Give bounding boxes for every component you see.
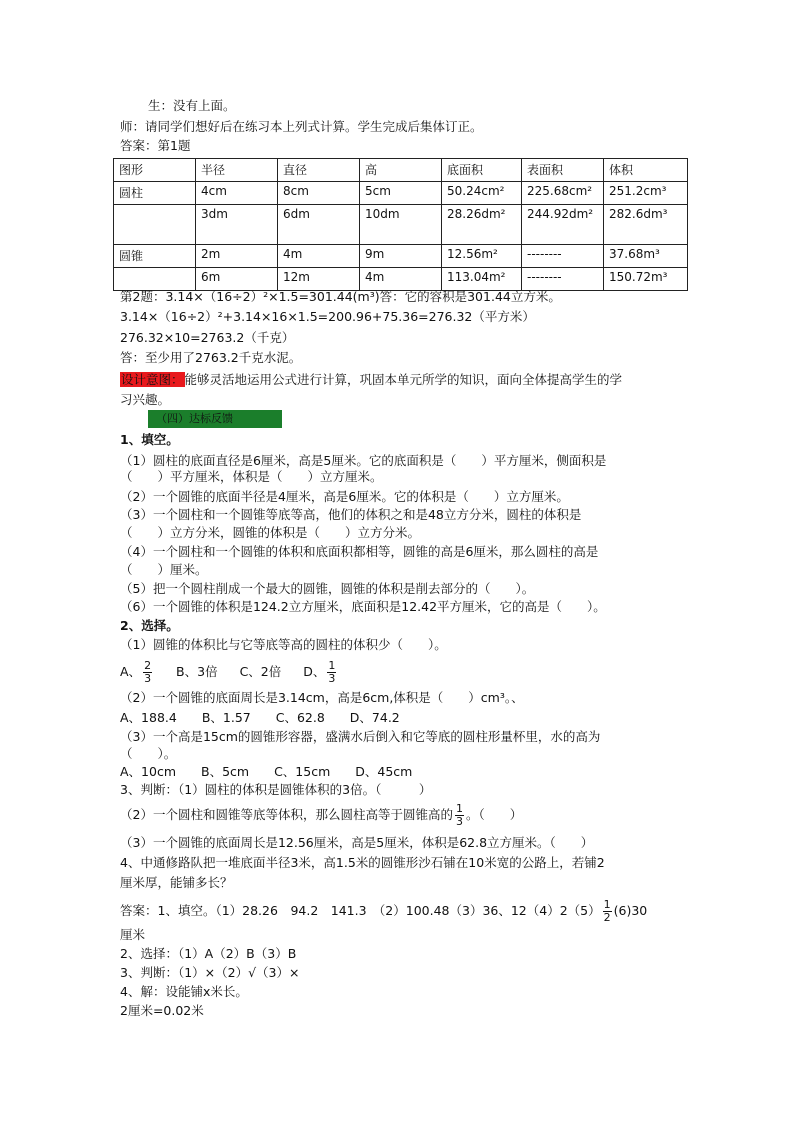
choice-q3-cont: （ ）。 — [120, 746, 177, 761]
table-header-cell: 体积 — [604, 159, 688, 182]
fill-q6: （6）一个圆锥的体积是124.2立方厘米，底面积是12.42平方厘米，它的高是（ ）。 — [120, 599, 606, 614]
table-header-cell: 高 — [360, 159, 442, 182]
word-problem: 4、中通修路队把一堆底面半径3米，高1.5米的圆锥形沙石铺在10米宽的公路上，若铺2 — [120, 855, 605, 870]
choice-title: 2、选择。 — [120, 618, 179, 633]
answer-heading: 答案：第1题 — [120, 138, 191, 153]
fill-q1: （1）圆柱的底面直径是6厘米，高是5厘米。它的底面积是（ ）平方厘米，侧面积是 — [120, 453, 607, 468]
table-cell: 2m — [196, 245, 278, 268]
table-cell: 28.26dm² — [442, 205, 522, 245]
table-cell: 6m — [196, 268, 278, 291]
choice-q2: （2）一个圆锥的底面周长是3.14cm，高是6cm,体积是（ ）cm³。、 — [120, 690, 524, 705]
table-cell: 10dm — [360, 205, 442, 245]
choice-q1-options — [120, 656, 338, 688]
answers-judge: 3、判断：（1）×（2）√（3）× — [120, 965, 300, 980]
table-cell: 50.24cm² — [442, 182, 522, 205]
fill-q4: （4）一个圆柱和一个圆锥的体积和底面积都相等，圆锥的高是6厘米，那么圆柱的高是 — [120, 544, 599, 559]
table-cell: 9m — [360, 245, 442, 268]
fraction: $\frac{1}{3}$ — [328, 659, 336, 685]
dialogue-student: 生：没有上面。 — [148, 98, 236, 113]
table-cell: 251.2cm³ — [604, 182, 688, 205]
design-intent — [120, 370, 622, 390]
design-intent-label: 设计意图： — [121, 372, 184, 387]
q2-solution-line: 第2题：3.14×（16÷2）²×1.5=301.44(m³)答：它的容积是301.44立方米。 — [120, 289, 561, 304]
table-cell: -------- — [522, 245, 604, 268]
judge-q3: （3）一个圆锥的底面周长是12.56厘米，高是5厘米，体积是62.8立方厘米。（ ） — [120, 835, 594, 850]
choice-q2-options: A、188.4 B、1.57 C、62.8 D、74.2 — [120, 710, 400, 725]
fill-q4-cont: （ ）厘米。 — [120, 562, 208, 577]
fill-q2: （2）一个圆锥的底面半径是4厘米，高是6厘米。它的体积是（ ）立方厘米。 — [120, 489, 569, 504]
section-title: （四）达标反馈 — [148, 410, 282, 428]
design-intent-cont: 习兴趣。 — [120, 392, 171, 407]
option-c: C、2倍 — [239, 664, 282, 679]
volume-table — [113, 158, 688, 291]
choice-q3: （3）一个高是15cm的圆锥形容器，盛满水后倒入和它等底的圆柱形量杯里，水的高为 — [120, 729, 601, 744]
choice-q3-options: A、10cm B、5cm C、15cm D、45cm — [120, 764, 413, 779]
table-header-cell: 半径 — [196, 159, 278, 182]
q2-solution-line: 3.14×（16÷2）²+3.14×16×1.5=200.96+75.36=276.32（平方米） — [120, 309, 535, 324]
option-a-label: A、 — [120, 664, 142, 679]
table-header-cell: 直径 — [278, 159, 360, 182]
table-cell: 282.6dm³ — [604, 205, 688, 245]
table-cell: 圆锥 — [114, 245, 196, 268]
q2-solution-line: 276.32×10=2763.2（千克） — [120, 330, 295, 345]
table-row — [114, 245, 688, 268]
answers-fill: 答案：1、填空。（1）28.26 94.2 141.3 （2）100.48（3）36、12（4）2（5） $\frac{1}{2}$ (6)30 — [120, 898, 648, 924]
choice-q1: （1）圆锥的体积比与它等底等高的圆柱的体积少（ ）。 — [120, 637, 447, 652]
judge-q1: 3、判断：（1）圆柱的体积是圆锥体积的3倍。（ ） — [120, 782, 432, 797]
table-cell: 4m — [360, 268, 442, 291]
table-header-cell: 图形 — [114, 159, 196, 182]
table-cell: 113.04m² — [442, 268, 522, 291]
table-row — [114, 205, 688, 245]
table-cell — [114, 205, 196, 245]
table-cell: 150.72m³ — [604, 268, 688, 291]
table-cell: 4cm — [196, 182, 278, 205]
table-cell: 圆柱 — [114, 182, 196, 205]
table-header-cell: 表面积 — [522, 159, 604, 182]
answers-solution: 4、解：设能铺x米长。 — [120, 984, 248, 999]
answers-choice: 2、选择：（1）A（2）B（3）B — [120, 946, 297, 961]
table-cell: 12.56m² — [442, 245, 522, 268]
fill-q3-cont: （ ）立方分米，圆锥的体积是（ ）立方分米。 — [120, 525, 421, 540]
fraction: $\frac{1}{3}$ — [455, 802, 463, 828]
table-header-row — [114, 159, 688, 182]
answers-conversion: 2厘米=0.02米 — [120, 1003, 204, 1018]
table-row — [114, 182, 688, 205]
table-cell: 3dm — [196, 205, 278, 245]
fill-q1-cont: （ ）平方厘米，体积是（ ）立方厘米。 — [120, 469, 383, 484]
word-problem-cont: 厘米厚，能铺多长？ — [120, 875, 233, 890]
design-intent-text: 能够灵活地运用公式进行计算，巩固本单元所学的知识，面向全体提高学生的学 — [184, 372, 623, 387]
answers-fill-cont: 厘米 — [120, 927, 146, 942]
table-cell: 8cm — [278, 182, 360, 205]
dialogue-teacher: 师：请同学们想好后在练习本上列式计算。学生完成后集体订正。 — [120, 119, 483, 134]
table-cell: 4m — [278, 245, 360, 268]
judge-q2: （2）一个圆柱和圆锥等底等体积，那么圆柱高等于圆锥高的 $\frac{1}{3}$ 。（ ） — [120, 802, 523, 828]
table-header-cell: 底面积 — [442, 159, 522, 182]
table-cell: 6dm — [278, 205, 360, 245]
fill-q5: （5）把一个圆柱削成一个最大的圆锥，圆锥的体积是削去部分的（ ）。 — [120, 581, 535, 596]
table-cell: -------- — [522, 268, 604, 291]
table-cell: 244.92dm² — [522, 205, 604, 245]
fraction: $\frac{1}{2}$ — [603, 898, 611, 924]
q2-answer: 答：至少用了2763.2千克水泥。 — [120, 350, 302, 365]
fill-q3: （3）一个圆柱和一个圆锥等底等高，他们的体积之和是48立方分米，圆柱的体积是 — [120, 507, 582, 522]
option-d-label: D、 — [303, 664, 326, 679]
fraction: $\frac{2}{3}$ — [144, 659, 152, 685]
fill-title: 1、填空。 — [120, 432, 179, 447]
table-cell: 37.68m³ — [604, 245, 688, 268]
table-cell: 12m — [278, 268, 360, 291]
option-b: B、3倍 — [176, 664, 218, 679]
table-cell: 225.68cm² — [522, 182, 604, 205]
table-cell: 5cm — [360, 182, 442, 205]
